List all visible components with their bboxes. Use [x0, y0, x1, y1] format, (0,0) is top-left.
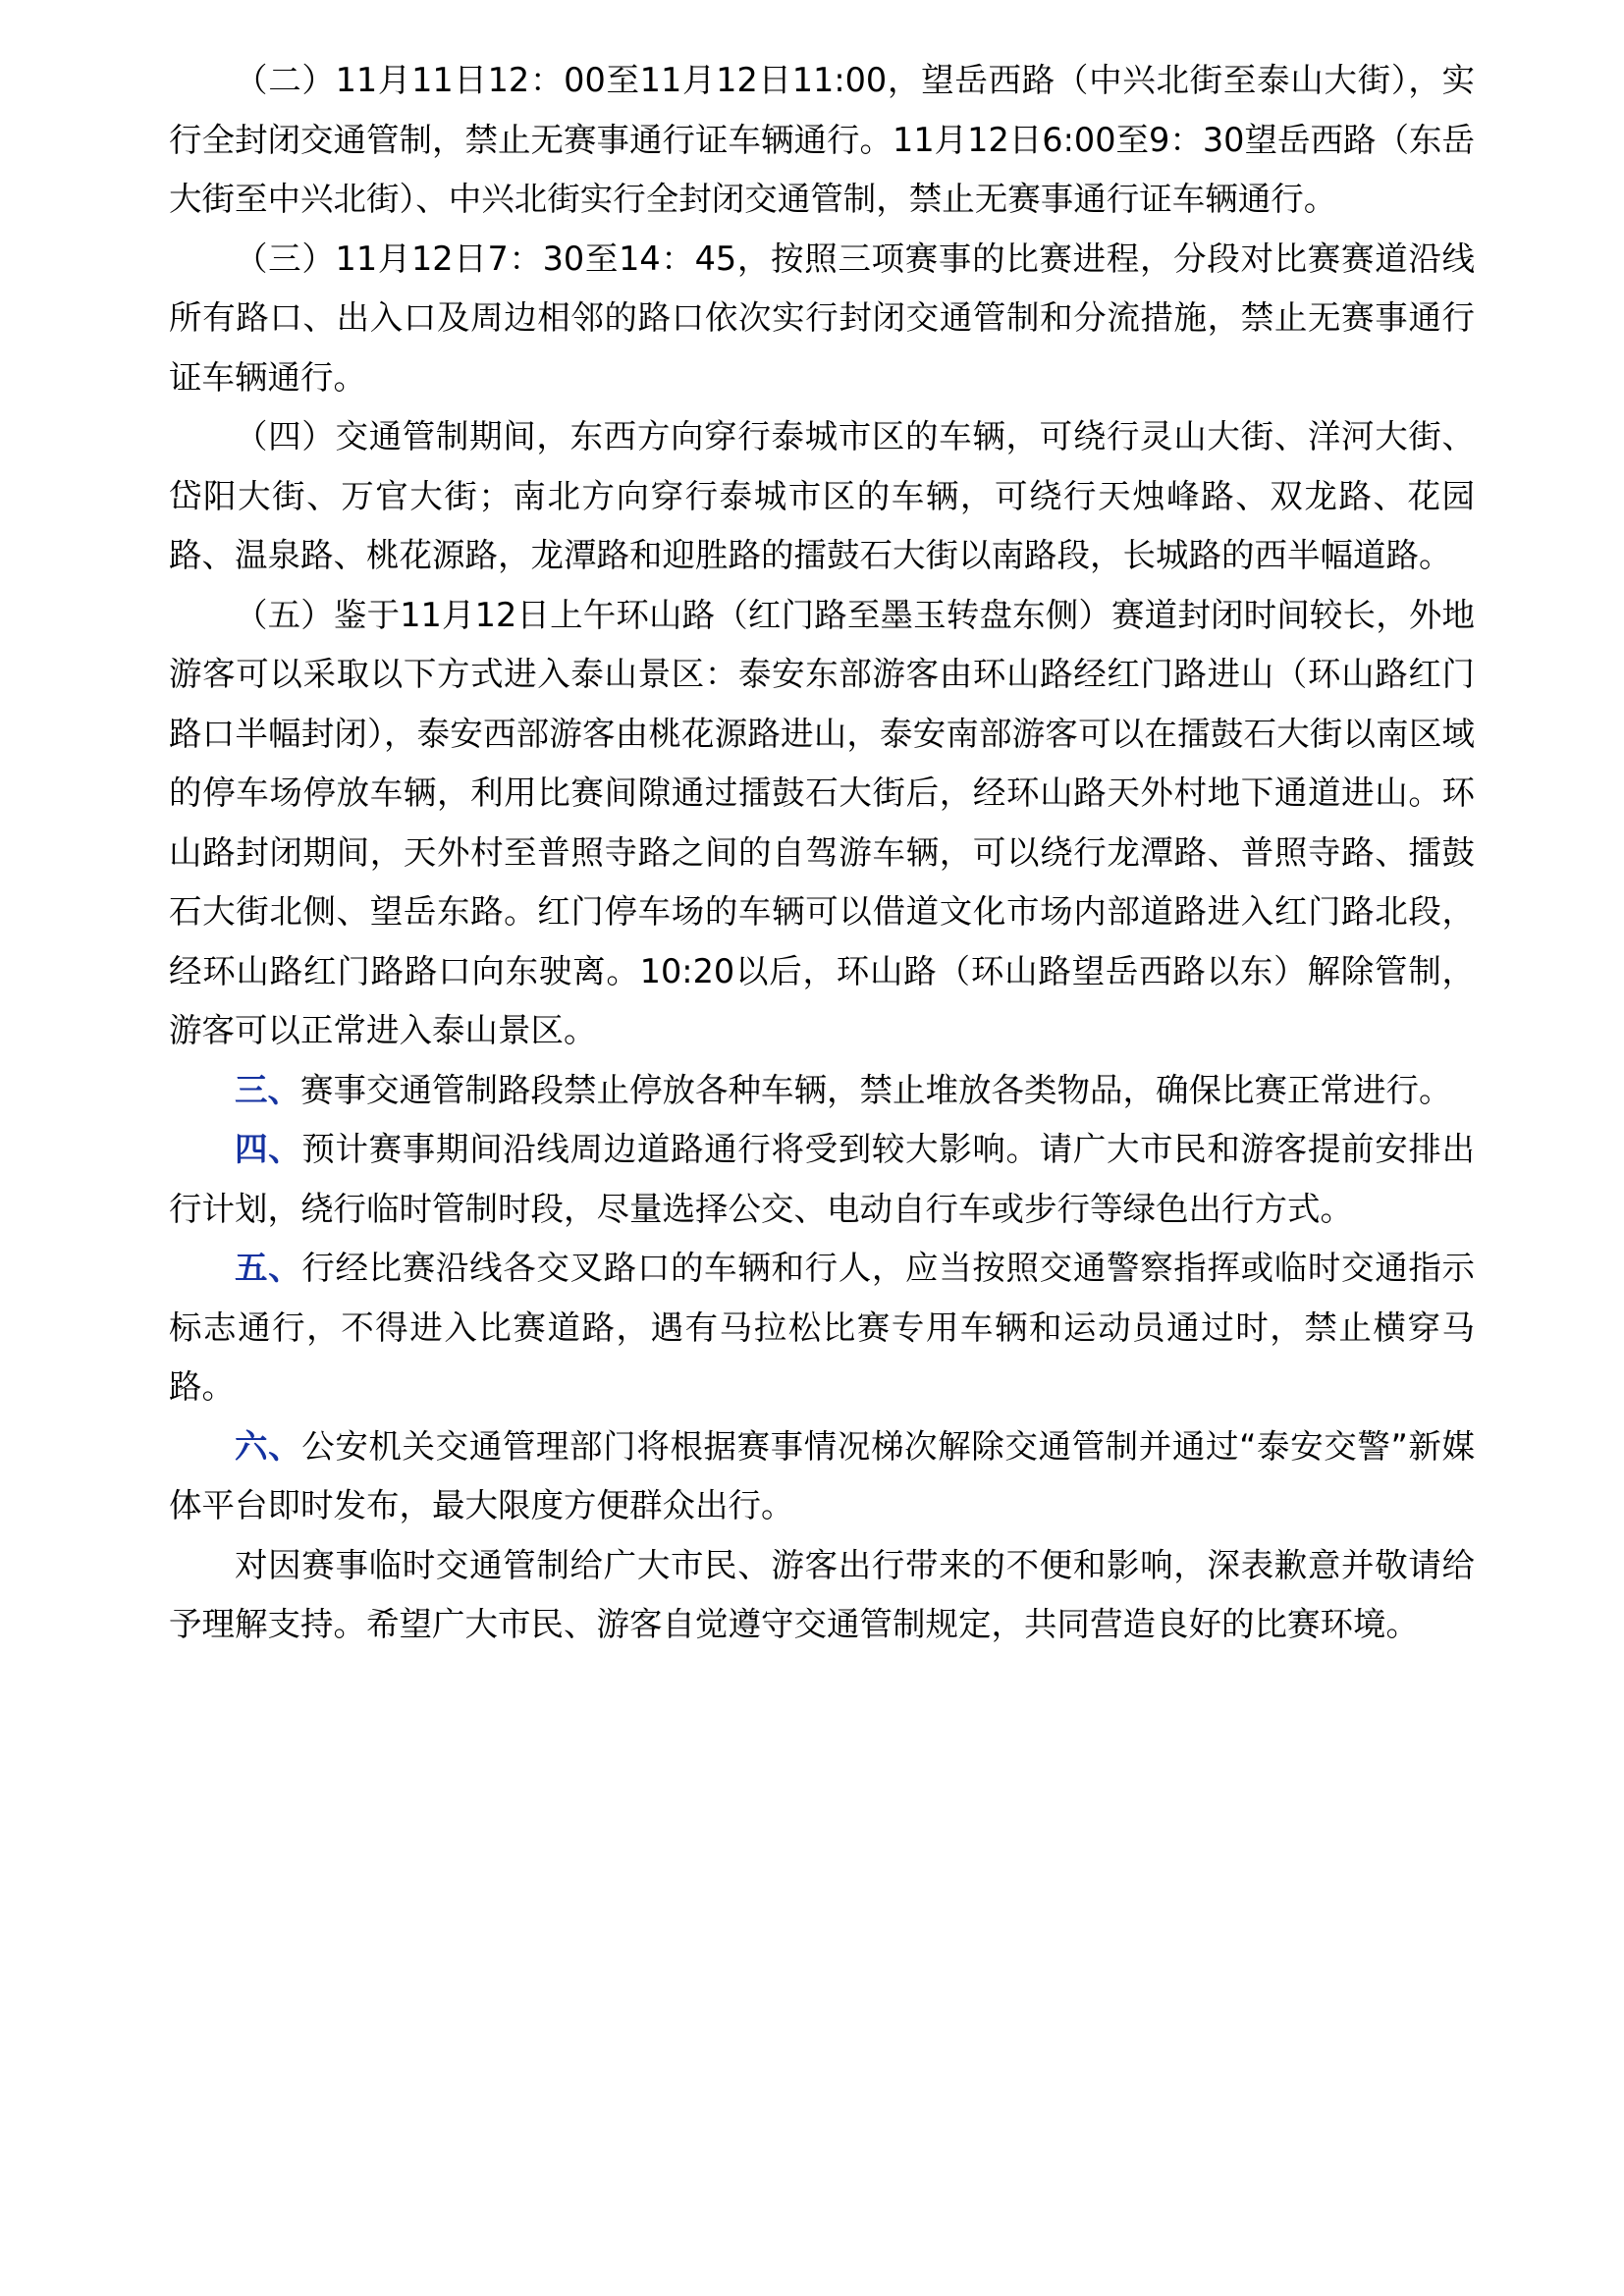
- section-3-text: 赛事交通管制路段禁止停放各种车辆，禁止堆放各类物品，确保比赛正常进行。: [300, 1070, 1452, 1109]
- paragraph-item-4: （四）交通管制期间，东西方向穿行泰城市区的车辆，可绕行灵山大街、洋河大街、岱阳大街、万官大街；南北方向穿行泰城市区的车辆，可绕行天烛峰路、双龙路、花园路、温泉路、桃花源路，龙潭路和迎胜路的擂鼓石大街以南路段，长城路的西半幅道路。: [169, 417, 1475, 574]
- section-5-text: 行经比赛沿线各交叉路口的车辆和行人，应当按照交通警察指挥或临时交通指示标志通行，不得进入比赛道路，遇有马拉松比赛专用车辆和运动员通过时，禁止横穿马路。: [169, 1249, 1476, 1406]
- paragraph-item-3: （三）11月12日7：30至14：45，按照三项赛事的比赛进程，分段对比赛赛道沿线所有路口、出入口及周边相邻的路口依次实行封闭交通管制和分流措施，禁止无赛事通行证车辆通行。: [169, 239, 1475, 397]
- section-4-text: 预计赛事期间沿线周边道路通行将受到较大影响。请广大市民和游客提前安排出行计划，绕行临时管制时段，尽量选择公交、电动自行车或步行等绿色出行方式。: [169, 1130, 1476, 1228]
- section-5-number: 五、: [235, 1249, 302, 1287]
- section-4: [169, 1120, 1475, 1239]
- section-3: [169, 1061, 1475, 1121]
- section-3-number: 三、: [235, 1070, 300, 1109]
- paragraph-item-5: （五）鉴于11月12日上午环山路（红门路至墨玉转盘东侧）赛道封闭时间较长，外地游客可以采取以下方式进入泰山景区：泰安东部游客由环山路经红门路进山（环山路红门路口半幅封闭），泰安西部游客由桃花源路进山，泰安南部游客可以在擂鼓石大街以南区域的停车场停放车辆，利用比赛间隙通过擂鼓石大街后，经环山路天外村地下通道进山。环山路封闭期间，天外村至普照寺路之间的自驾游车辆，可以绕行龙潭路、普照寺路、擂鼓石大街北侧、望岳东路。红门停车场的车辆可以借道文化市场内部道路进入红门路北段，经环山路红门路路口向东驶离。10:20以后，环山路（环山路望岳西路以东）解除管制，游客可以正常进入泰山景区。: [169, 595, 1475, 1049]
- section-5: [169, 1239, 1475, 1417]
- paragraph-closing: 对因赛事临时交通管制给广大市民、游客出行带来的不便和影响，深表歉意并敬请给予理解支持。希望广大市民、游客自觉遵守交通管制规定，共同营造良好的比赛环境。: [169, 1545, 1475, 1643]
- paragraph-item-2: （二）11月11日12：00至11月12日11:00，望岳西路（中兴北街至泰山大街），实行全封闭交通管制，禁止无赛事通行证车辆通行。11月12日6:00至9：30望岳西路（东岳大街至中兴北街）、中兴北街实行全封闭交通管制，禁止无赛事通行证车辆通行。: [169, 61, 1475, 218]
- section-4-number: 四、: [235, 1130, 302, 1168]
- section-6-number: 六、: [235, 1426, 302, 1466]
- section-6-text: 公安机关交通管理部门将根据赛事情况梯次解除交通管制并通过“泰安交警”新媒体平台即时发布，最大限度方便群众出行。: [169, 1426, 1476, 1524]
- section-6: [169, 1417, 1475, 1536]
- document-body: [169, 51, 1475, 1655]
